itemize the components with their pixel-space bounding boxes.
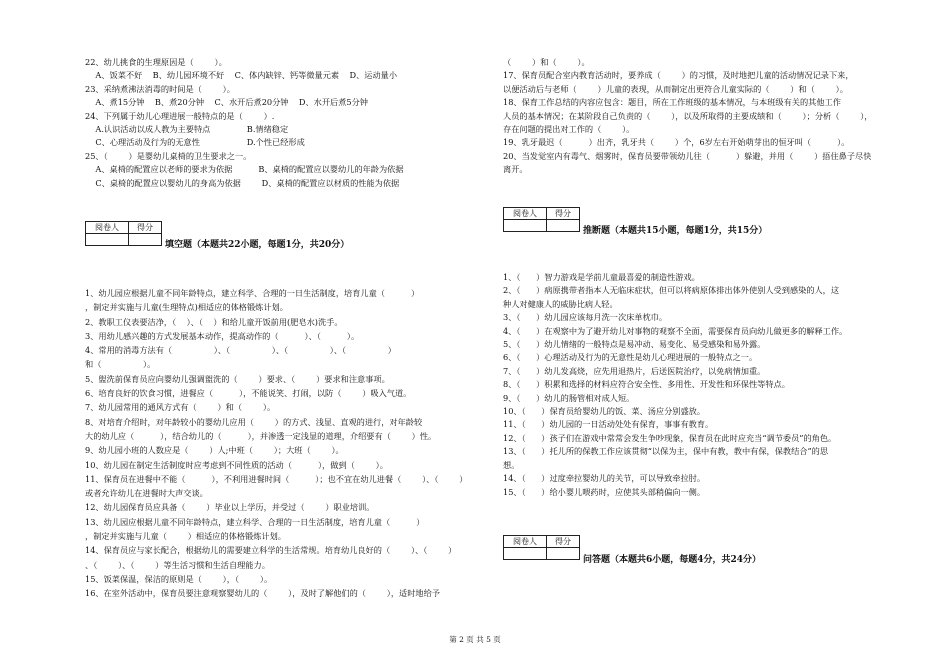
question-line: 想。 [503,459,520,470]
score-label: 得分 [547,208,580,220]
question-line: 25、（ ）是婴幼儿桌椅的卫生要求之一。 [85,150,252,161]
question-line: 12、（ ）孩子们在游戏中常常会发生争吵现象，保育员在此时应充当“调节委员”的角色。 [503,432,837,443]
question-line: 13、幼儿园应根据儿童不同年龄特点，建立科学、合理的一日生活制度，培育儿童（ ） [85,516,425,527]
question-line: 11、保育员在进餐中不能（ ），不利用进餐时间（ ）；也不宜在幼儿进餐（ ）、（ ） [85,473,468,484]
question-line: 4、常用的消毒方法有（ ）、（ ）、（ ）、（ ） [85,345,396,356]
question-line: 8、（ ）积累和选择的材料应符合安全性、多用性、开发性和环保性等特点。 [503,379,790,390]
right-top-questions [503,56,903,177]
score-label: 得分 [129,222,162,234]
question-line: （ ）和（ ）。 [503,57,590,67]
question-line: 6、培育良好的饮食习惯，进餐应（ ），不能说笑、打闹，以防（ ）吸入气道。 [85,388,412,399]
question-line: 11、（ ）幼儿园的一日活动处处有保育，事事有教育。 [503,419,714,430]
question-line: 19、乳牙最迟（ ）出齐，乳牙共（ ）个，6岁左右开始萌芽出的恒牙叫（ ）。 [503,137,850,148]
question-line: 14、保育员应与家长配合，根据幼儿的需要建立科学的生活常规。培育幼儿良好的（ ）、（ ） [85,545,457,556]
question-line: 离开。 [503,164,528,175]
question-line: 种人对健康人的威胁比病人轻。 [503,298,618,309]
section-title-fill-in: 填空题（本题共22小题，每题1分，共20分） [165,240,350,250]
question-line: 15、饭菜保温，保洁的原则是（ ），（ ）。 [85,573,273,584]
question-line: 18、保育工作总结的内容应包含：题目，所在工作班级的基本情况，与本班级有关的其他工作 [503,97,841,108]
question-line: 2、（ ）病原携带者指本人无临床症状，但可以将病原体排出体外使别人受到感染的人，这 [503,285,840,296]
question-line: ，制定并实施与儿童(生理特点)相适应的体格锻炼计划。 [85,302,288,313]
question-line: 2、教职工仪表要洁净，（ ）、（ ）和给儿童开饭前用(肥皂水)洗手。 [85,316,343,327]
question-line: 24、下列属于幼儿心理进展一般特点的是（ ）. [85,110,275,121]
reviewer-label: 阅卷人 [504,208,547,220]
question-line: 8、对培育介绍时，对年龄较小的婴幼儿应用（ ）的方式、浅显、直观的进行，对年龄较 [85,416,423,427]
reviewer-cell [86,234,129,246]
question-line: 15、（ ）给小婴儿喂药时，应使其头部稍偏向一侧。 [503,486,706,497]
question-line: 9、（ ）幼儿的肠管相对成人短。 [503,392,635,403]
question-line: 14、（ ）过度牵拉婴幼儿的关节，可以导致牵拉肘。 [503,473,706,484]
score-box-judge [503,207,580,232]
question-line: 22、幼儿挑食的生理原因是（ ）。 [85,57,227,67]
score-cell [547,220,580,232]
question-line: 17、保育员配合室内教育活动时，要养成（ ）的习惯，及时地把儿童的活动情况记录下来， [503,70,854,81]
question-line: 10、幼儿园在制定生活制度时应考虑到不同性质的活动（ ），做到（ ）。 [85,459,388,470]
question-line: 6、（ ）心理活动及行为的无意性是幼儿心理进展的一般特点之一。 [503,352,758,363]
fill-in-questions [85,286,490,601]
question-line: 9、幼儿园小班的人数应是（ ）人;中班（ ）；大班（ ）。 [85,445,344,456]
question-line: A、桌椅的配置应以老师的要求为依据 B、桌椅的配置应以婴幼儿的年龄为依据 [85,164,404,175]
question-line: 人员的基本情况；在某阶段自己负责的（ ），以及所取得的主要成绩和（ ）；分析（ ）， [503,110,873,121]
question-line: C、心理活动及行为的无意性 D.个性已经形成 [85,137,305,148]
question-line: 4、（ ）在观察中为了避开幼儿对事物的观察不全面，需要保育员向幼儿做更多的解释工作。 [503,325,848,336]
left-top-questions [85,56,490,190]
score-label: 得分 [547,536,580,548]
question-line: 7、幼儿园常用的通风方式有（ ）和（ ）。 [85,402,276,413]
judge-questions [503,271,903,499]
question-line: 13、（ ）托儿所的保教工作应该贯彻“以保为主，保中有教，教中有保，保教结合”的思 [503,446,829,457]
reviewer-label: 阅卷人 [86,222,129,234]
question-line: 3、（ ）幼儿园应该每月洗一次床单枕巾。 [503,312,668,323]
reviewer-cell [504,220,547,232]
score-box-fill [85,221,162,246]
section-title-essay: 问答题（本题共6小题，每题4分，共24分） [583,555,762,565]
question-line: 16、在室外活动中，保育员要注意观察婴幼儿的（ ），及时了解他们的（ ），适时地给予 [85,588,440,599]
question-line: 和（ ）。 [85,359,156,370]
reviewer-label: 阅卷人 [504,536,547,548]
question-line: A.认识活动以成人教为主要特点 B.情绪稳定 [85,124,289,135]
question-line: C、桌椅的配置应以婴幼儿的身高为依据 D、桌椅的配置应以材质的性能为依据 [85,177,400,188]
question-line: ，制定并实施与儿童（ ）相适应的体格锻炼计划。 [85,531,286,542]
question-line: 23、采纳煮沸法消毒的时间是（ ）。 [85,83,235,94]
question-line: 10、（ ）保育员给婴幼儿的饭、菜、汤应分别盛放。 [503,406,706,417]
question-line: 存在问题的提出对工作的（ ）。 [503,124,635,135]
question-line: 1、幼儿园应根据儿童不同年龄特点，建立科学、合理的一日生活制度，培育儿童（ ） [85,288,420,298]
question-line: 5、盥洗前保育员应向婴幼儿强调盥洗的（ ）要求、（ ）要求和注意事项。 [85,373,390,384]
section-title-judge: 推断题（本题共15小题，每题1分，共15分） [583,226,768,236]
question-line: 12、幼儿园保育员应具备（ ）毕业以上学历，并受过（ ）职业培训。 [85,502,375,513]
question-line: 1、（ ）智力游戏是学前儿童最喜爱的制造性游戏。 [503,272,700,282]
score-cell [547,548,580,560]
question-line: 、（ ）、（ ）等生活习惯和生活自理能力。 [85,559,270,570]
question-line: 7、（ ）幼儿发高烧，应先用退热片，后送医院治疗，以免病情加重。 [503,365,766,376]
question-line: 以便活动后与老师（ ）儿童的表现，从而制定出更符合儿童实际的（ ）和（ ）。 [503,83,848,94]
question-line: 3、用幼儿感兴趣的方式发展基本动作，提高动作的（ ）、（ ）。 [85,330,360,341]
question-line: 或者允许幼儿在进餐时大声交谈。 [85,488,208,499]
score-cell [129,234,162,246]
question-line: 5、（ ）幼儿情绪的一般特点是易冲动、易变化、易受感染和易外露。 [503,339,766,350]
question-line: A、饭菜不好 B、幼儿园环境不好 C、体内缺锌、钙等微量元素 D、运动量小 [85,70,398,81]
reviewer-cell [504,548,547,560]
question-line: 大的幼儿应（ ），结合幼儿的（ ），并渗透一定浅显的道理，介绍要有（ ）性。 [85,430,437,441]
question-line: 20、当发觉室内有毒气、烟雾时，保育员要带领幼儿往（ ）躲避，并用（ ）捂住鼻子尽快 [503,150,872,161]
score-box-essay [503,535,580,560]
page-footer: 第 2 页 共 5 页 [449,635,501,644]
question-line: A、煮15分钟 B、煮20分钟 C、水开后煮20分钟 D、水开后煮5分钟 [85,97,368,108]
